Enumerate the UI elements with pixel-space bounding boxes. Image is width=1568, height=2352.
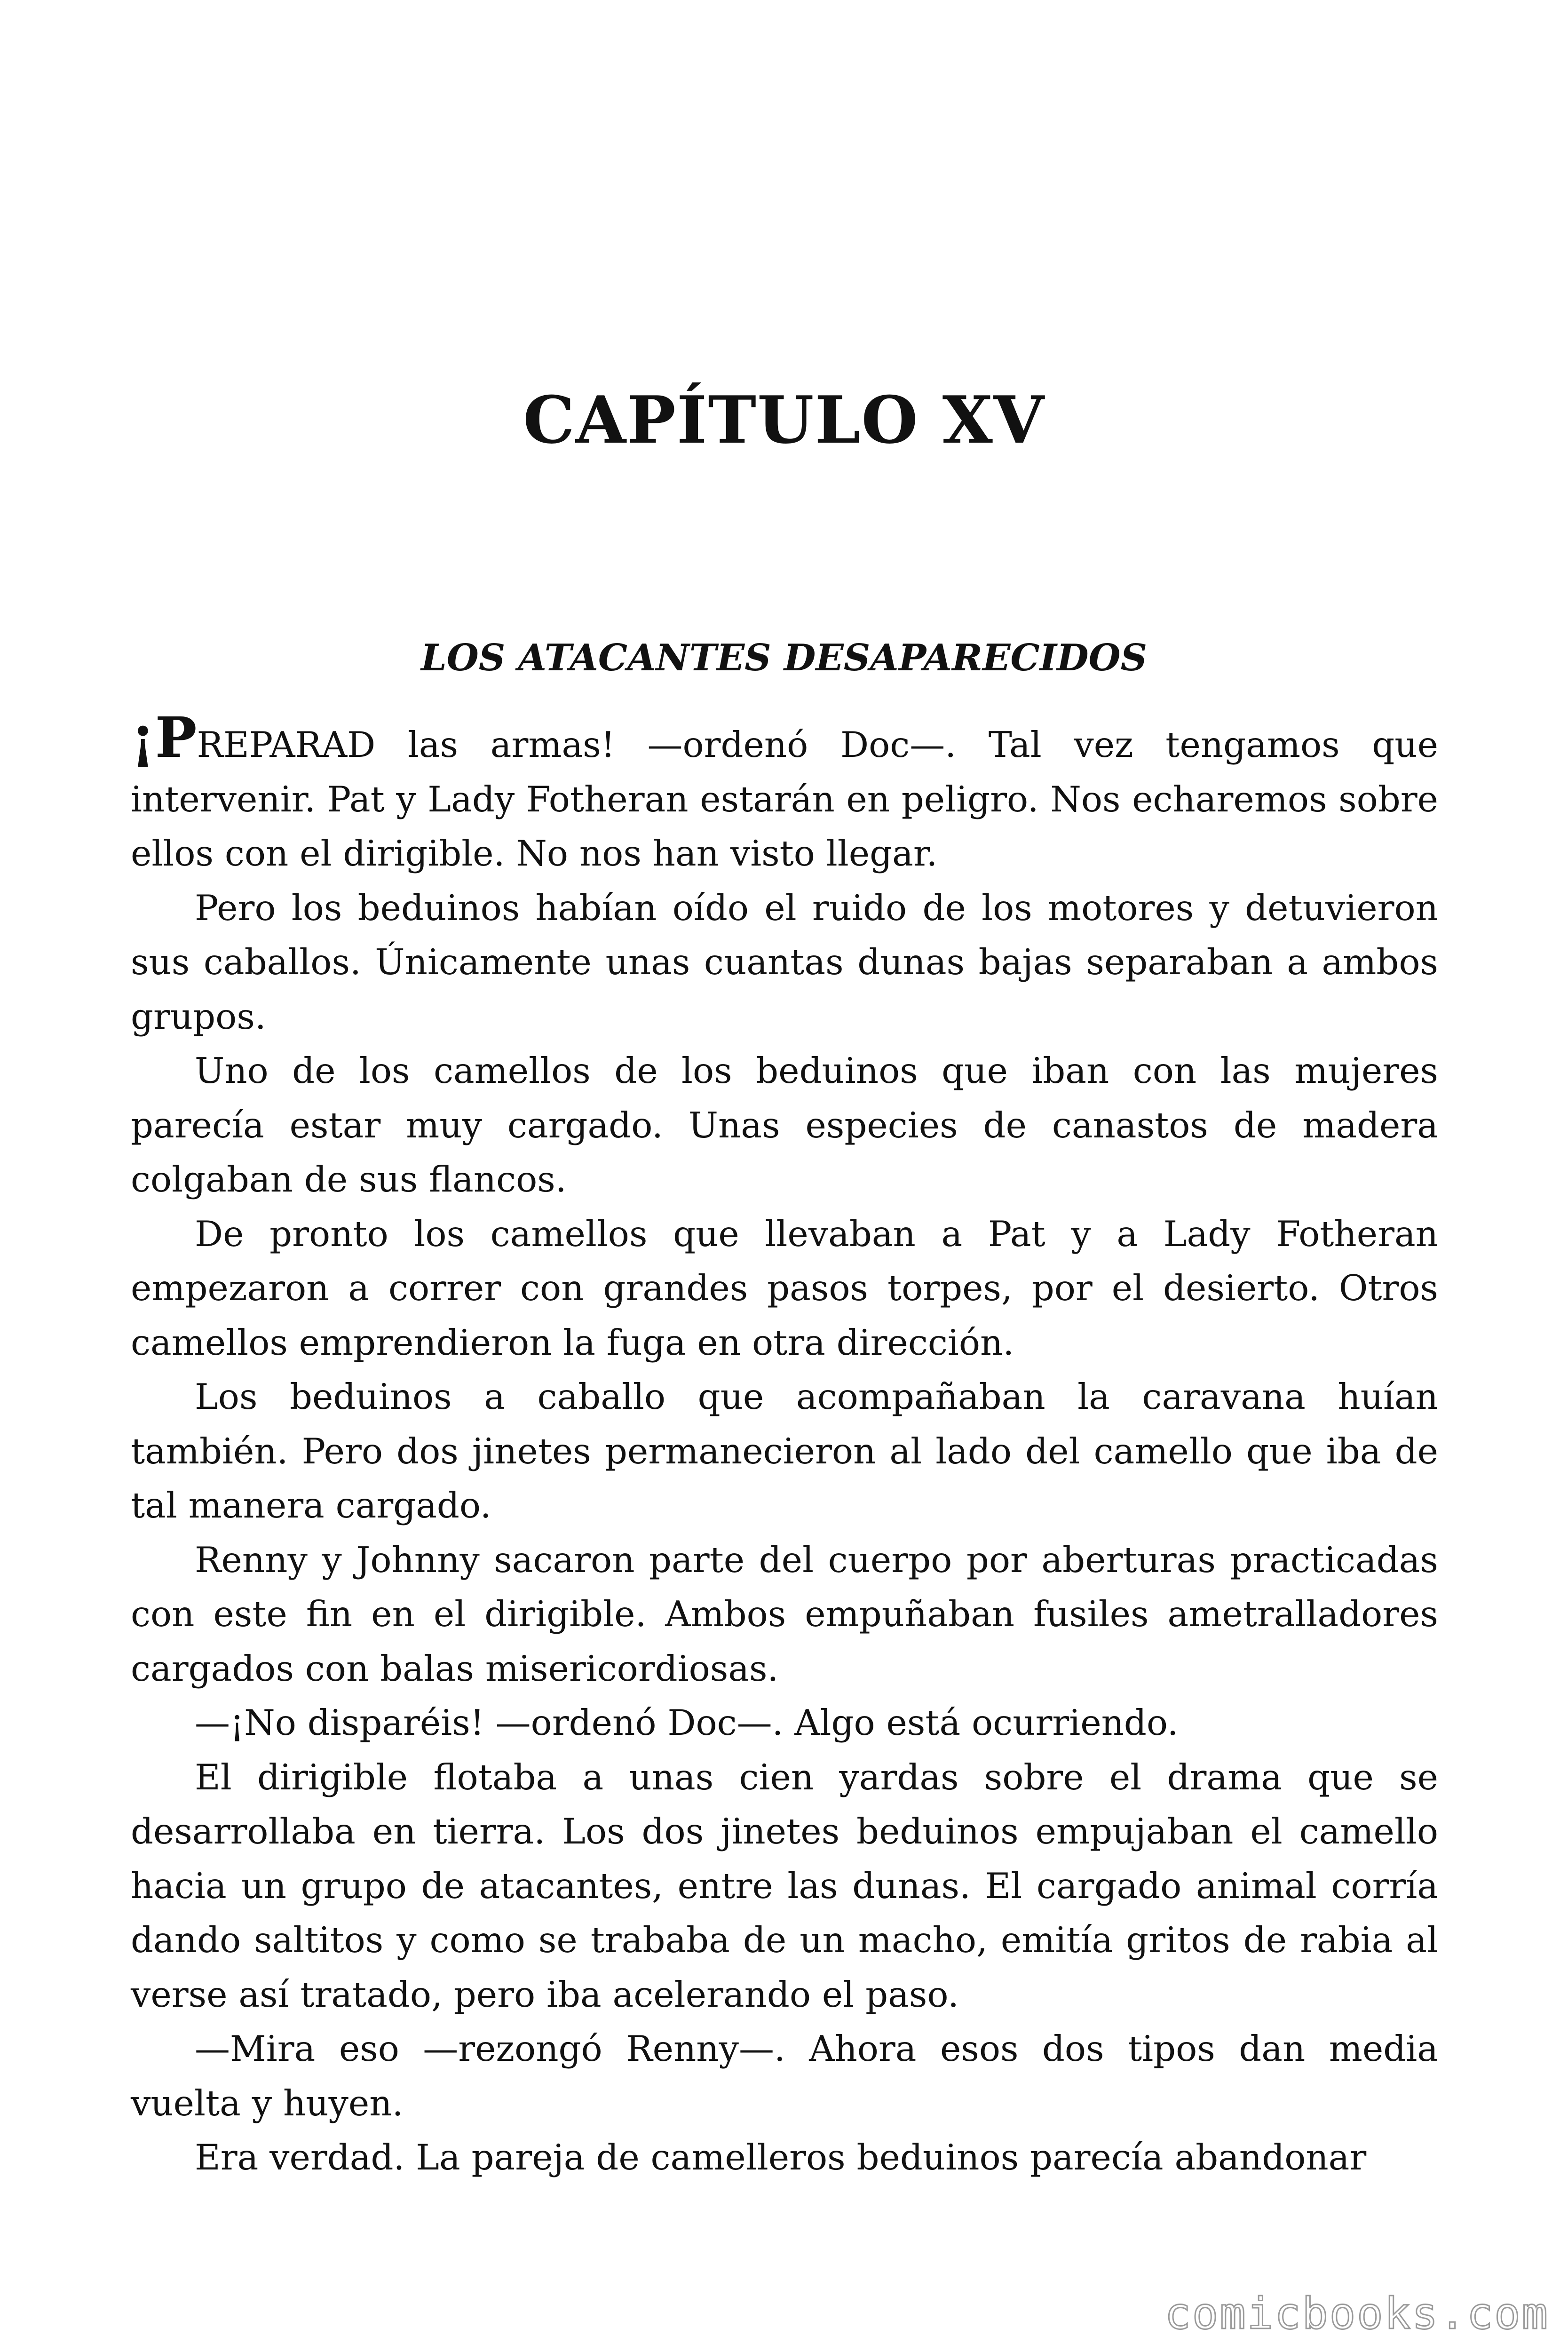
- paragraph: De pronto los camellos que llevaban a Pat y a Lady Fotheran empezaron a correr con grandes pasos torpes, por el desierto. Otros camellos emprendieron la fuga en otra dirección.: [131, 1213, 1438, 1363]
- chapter-subtitle: LOS ATACANTES DESAPARECIDOS: [421, 636, 1147, 679]
- paragraph: El dirigible flotaba a unas cien yardas sobre el drama que se desarrollaba en tierra. Los dos jinetes beduinos empujaban el camello hacia un grupo de atacantes, entre las dunas. El cargado animal corría dando saltitos y como se trababa de un macho, emitía gritos de rabia al verse así tratado, pero iba acelerando el paso.: [131, 1756, 1438, 2015]
- paragraph: —¡No disparéis! —ordenó Doc—. Algo está ocurriendo.: [195, 1702, 1179, 1743]
- paragraph: Renny y Johnny sacaron parte del cuerpo por aberturas practicadas con este fin en el dirigible. Ambos empuñaban fusiles ametralladores cargados con balas misericordiosas.: [131, 1539, 1438, 1689]
- paragraph: Pero los beduinos habían oído el ruido de los motores y detuvieron sus caballos. Únicamente unas cuantas dunas bajas separaban a ambos grupos.: [131, 887, 1438, 1037]
- paragraph: Era verdad. La pareja de camelleros beduinos parecía abandonar: [195, 2137, 1367, 2178]
- chapter-body: [131, 705, 1438, 2185]
- paragraph: Los beduinos a caballo que acompañaban la caravana huían también. Pero dos jinetes permanecieron al lado del camello que iba de tal manera cargado.: [131, 1376, 1438, 1526]
- paragraph: —Mira eso —rezongó Renny—. Ahora esos dos tipos dan media vuelta y huyen.: [131, 2028, 1438, 2124]
- paragraph: Uno de los camellos de los beduinos que iban con las mujeres parecía estar muy cargado. Unas especies de canastos de madera colgaban de sus flancos.: [131, 1050, 1438, 1200]
- opening-text: las armas! —ordenó Doc—. Tal vez tengamos que intervenir. Pat y Lady Fotheran estarán en peligro. Nos echaremos sobre ellos con el dirigible. No nos han visto llegar.: [131, 724, 1438, 874]
- chapter-title: CAPÍTULO XV: [523, 381, 1045, 458]
- opening-initial: ¡P: [131, 705, 197, 770]
- watermark: comicbooks.com: [1164, 2288, 1549, 2339]
- opening-paragraph: [131, 705, 1438, 881]
- opening-smallcaps: REPARAD: [197, 724, 376, 765]
